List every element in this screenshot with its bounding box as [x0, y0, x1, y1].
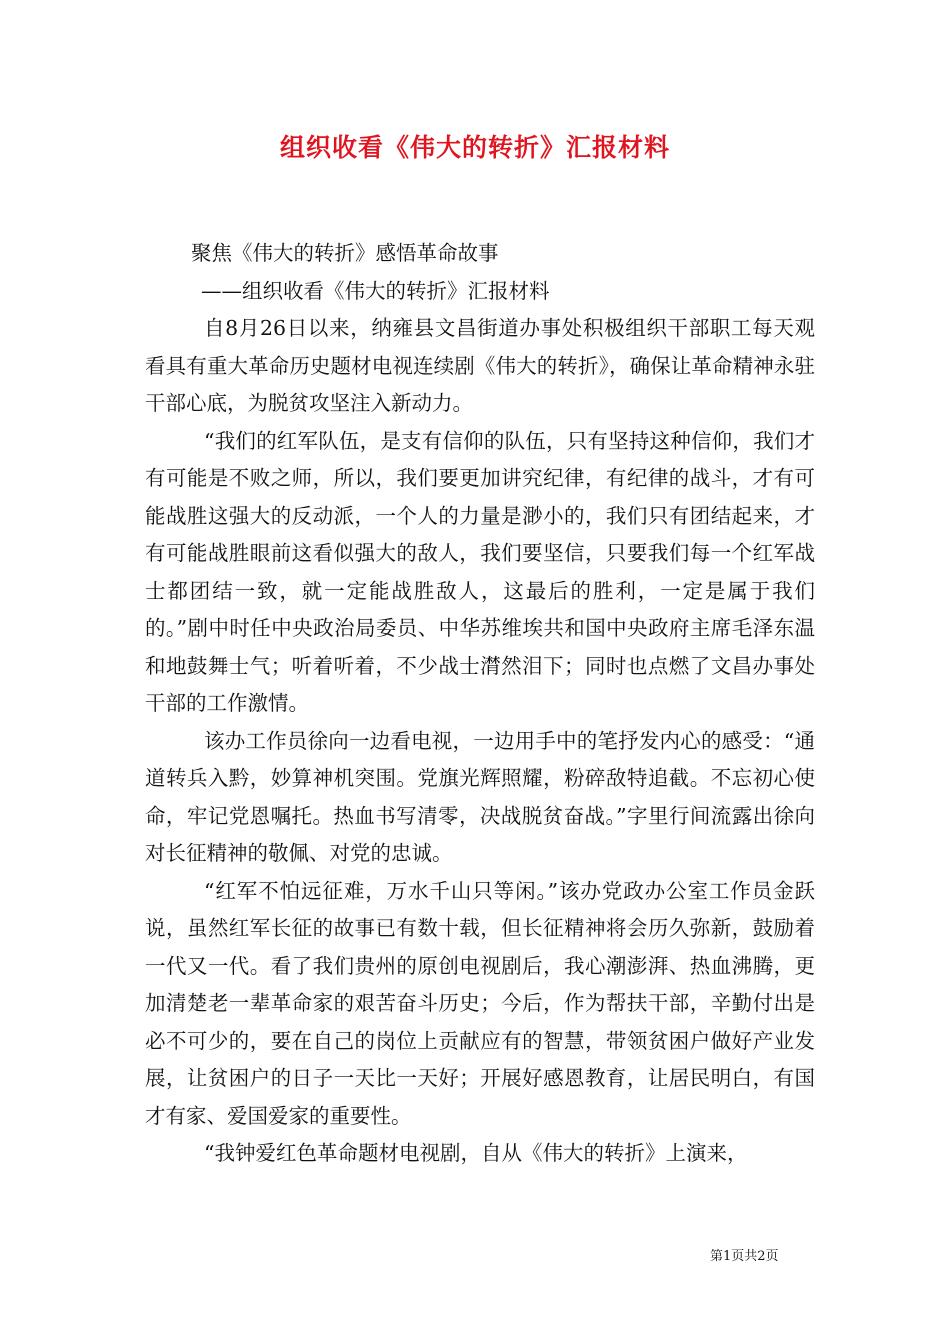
document-title: 组织收看《伟大的转折》汇报材料: [279, 133, 670, 162]
page-number: 第1页共2页: [710, 1249, 779, 1264]
paragraph-5: “我钟爱红色革命题材电视剧，自从《伟大的转折》上演来，: [204, 1141, 748, 1165]
document-body: [145, 235, 815, 1173]
subtitle-primary: 聚焦《伟大的转折》感悟革命故事: [191, 241, 499, 265]
paragraph-4: “红军不怕远征难，万水千山只等闲。”该办党政办公室工作员金跃说，虽然红军长征的故事已有数十载，但长征精神将会历久弥新，鼓励着一代又一代。看了我们贵州的原创电视剧后，我心潮澎湃、热血沸腾，更加清楚老一辈革命家的艰苦奋斗历史；今后，作为帮扶干部，辛勤付出是必不可少的，要在自己的岗位上贡献应有的智慧，带领贫困户做好产业发展，让贫困户的日子一天比一天好；开展好感恩教育，让居民明白，有国才有家、爱国爱家的重要性。: [145, 878, 815, 1128]
paragraph-3: 该办工作员徐向一边看电视，一边用手中的笔抒发内心的感受：“通道转兵入黔，妙算神机突围。党旗光辉照耀，粉碎敌特追截。不忘初心使命，牢记党恩嘱托。热血书写清零，决战脱贫奋战。”字里行间流露出徐向对长征精神的敬佩、对党的忠诚。: [145, 728, 815, 865]
paragraph-1: 自8月26日以来，纳雍县文昌街道办事处积极组织干部职工每天观看具有重大革命历史题材电视连续剧《伟大的转折》，确保让革命精神永驻干部心底，为脱贫攻坚注入新动力。: [145, 316, 815, 415]
paragraph-2: “我们的红军队伍，是支有信仰的队伍，只有坚持这种信仰，我们才有可能是不败之师，所以，我们要更加讲究纪律，有纪律的战斗，才有可能战胜这强大的反动派，一个人的力量是渺小的，我们只有团结起来，才有可能战胜眼前这看似强大的敌人，我们要坚信，只要我们每一个红军战士都团结一致，就一定能战胜敌人，这最后的胜利，一定是属于我们的。”剧中时任中央政治局委员、中华苏维埃共和国中央政府主席毛泽东温和地鼓舞士气；听着听着，不少战士潸然泪下；同时也点燃了文昌办事处干部的工作激情。: [145, 428, 815, 715]
subtitle-secondary: ——组织收看《伟大的转折》汇报材料: [201, 278, 550, 303]
